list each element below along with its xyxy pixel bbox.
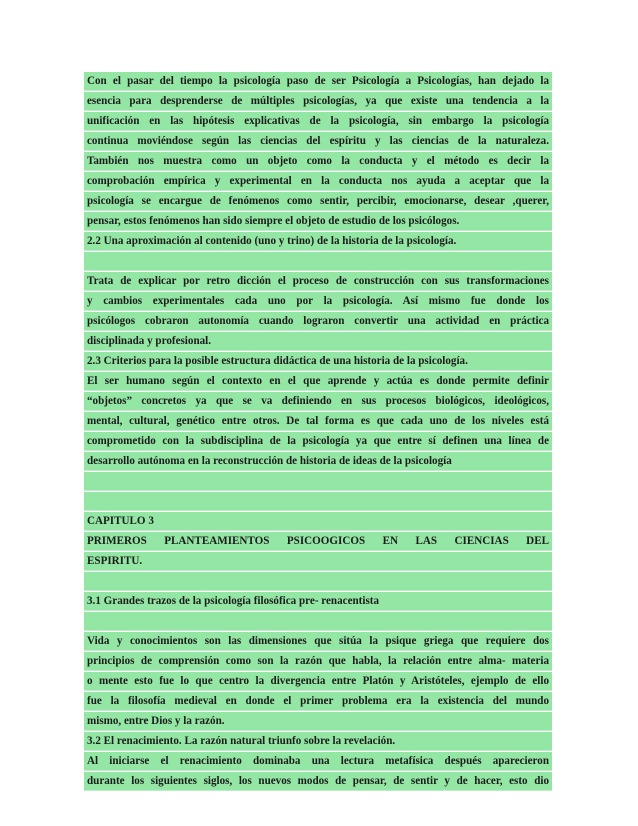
text-line: 3.2 El renacimiento. La razón natural triunfo sobre la revelación.	[84, 732, 552, 751]
text-line: comprobación empírica y experimental en la conducta nos ayuda a aceptar que la	[84, 172, 552, 191]
text-line: psicología se encargue de fenómenos como sentir, percibir, emocionarse, desear ,querer,	[84, 192, 552, 211]
text-line: El ser humano según el contexto en el que aprende y actúa es donde permite definir	[84, 372, 552, 391]
text-line: 3.1 Grandes trazos de la psicología filosófica pre- renacentista	[84, 592, 552, 611]
text-line: fue la filosofía medieval en donde el primer problema era la existencia del mundo	[84, 692, 552, 711]
blank-line	[84, 252, 552, 271]
text-line: “objetos” concretos ya que se va definiendo en sus procesos biológicos, ideológicos,	[84, 392, 552, 411]
text-line: Vida y conocimientos son las dimensiones que sitúa la psique griega que requiere dos	[84, 632, 552, 651]
text-line: mental, cultural, genético entre otros. De tal forma es que cada uno de los niveles está	[84, 412, 552, 431]
text-line: Con el pasar del tiempo la psicología paso de ser Psicología a Psicologías, han dejado la	[84, 72, 552, 91]
blank-line	[84, 612, 552, 631]
text-line: comprometido con la subdisciplina de la psicología ya que entre sí definen una línea de	[84, 432, 552, 451]
text-line: CAPITULO 3	[84, 512, 552, 531]
blank-line	[84, 572, 552, 591]
text-line: pensar, estos fenómenos han sido siempre el objeto de estudio de los psicólogos.	[84, 212, 552, 231]
text-line: continua moviéndose según las ciencias del espíritu y las ciencias de la naturaleza.	[84, 132, 552, 151]
text-line: disciplinada y profesional.	[84, 332, 552, 351]
blank-line	[84, 492, 552, 511]
text-line: ESPIRITU.	[84, 552, 552, 571]
text-line: durante los siguientes siglos, los nuevos modos de pensar, de sentir y de hacer, esto dio	[84, 772, 552, 791]
text-line: 2.3 Criterios para la posible estructura didáctica de una historia de la psicología.	[84, 352, 552, 371]
text-line: Trata de explicar por retro dicción el proceso de construcción con sus transformaciones	[84, 272, 552, 291]
blank-line	[84, 472, 552, 491]
document-page	[84, 72, 552, 792]
text-line: Al iniciarse el renacimiento dominaba una lectura metafísica después aparecieron	[84, 752, 552, 771]
text-line: desarrollo autónoma en la reconstrucción de historia de ideas de la psicología	[84, 452, 552, 471]
text-line: 2.2 Una aproximación al contenido (uno y trino) de la historia de la psicología.	[84, 232, 552, 251]
text-line: o mente esto fue lo que centro la divergencia entre Platón y Aristóteles, ejemplo de ello	[84, 672, 552, 691]
text-line: mismo, entre Dios y la razón.	[84, 712, 552, 731]
text-line: psicólogos cobraron autonomía cuando lograron convertir una actividad en práctica	[84, 312, 552, 331]
text-line: principios de comprensión como son la razón que habla, la relación entre alma- materia	[84, 652, 552, 671]
text-line: PRIMEROS PLANTEAMIENTOS PSICOOGICOS EN LAS CIENCIAS DEL	[84, 532, 552, 551]
text-line: esencia para desprenderse de múltiples psicologías, ya que existe una tendencia a la	[84, 92, 552, 111]
text-line: y cambios experimentales cada uno por la psicología. Así mismo fue donde los	[84, 292, 552, 311]
text-line: unificación en las hipótesis explicativas de la psicología, sin embargo la psicología	[84, 112, 552, 131]
text-line: También nos muestra como un objeto como la conducta y el método es decir la	[84, 152, 552, 171]
